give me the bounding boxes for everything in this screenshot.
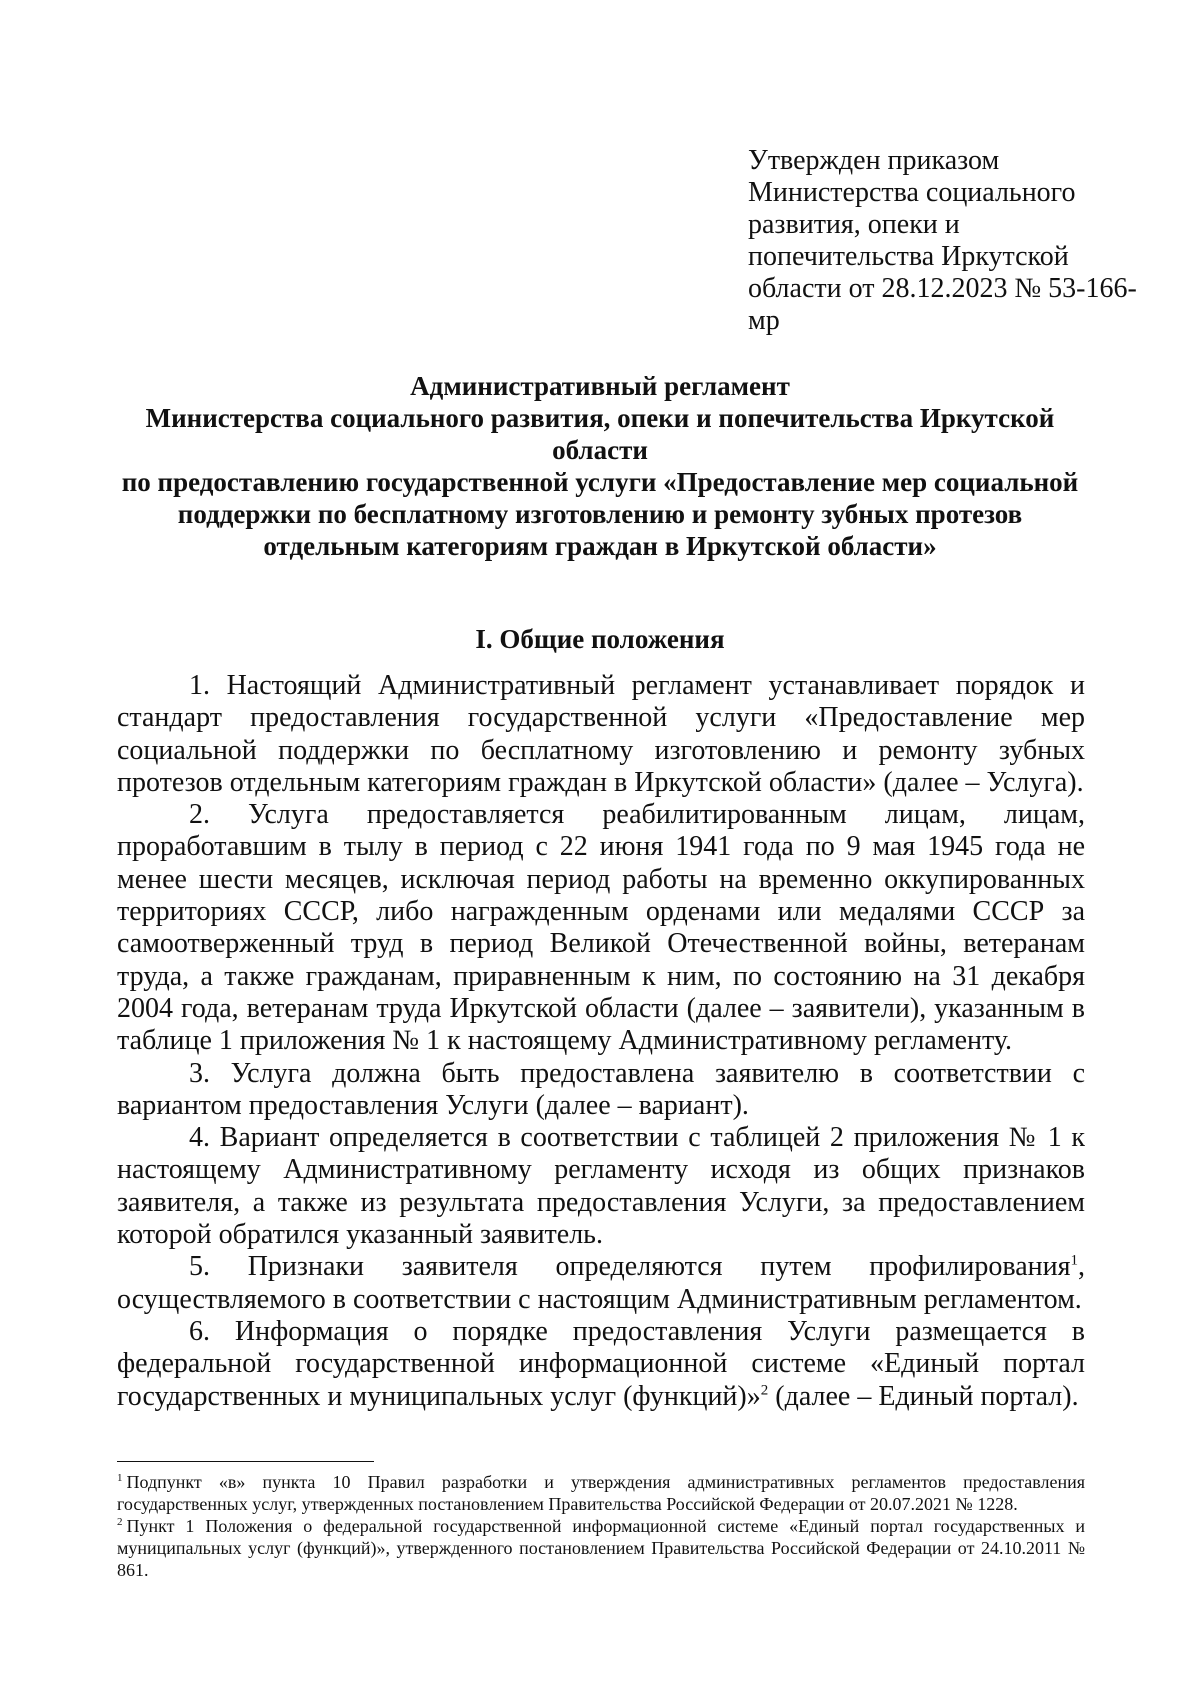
footnote-mark: 2	[117, 1516, 123, 1528]
footnote-1	[117, 1471, 1085, 1515]
paragraph-5-text: 5. Признаки заявителя определяются путем профилирования	[189, 1251, 1071, 1283]
title-line: Министерства социального развития, опеки и попечительства Иркутской	[145, 403, 1055, 433]
approval-line: Министерства социального	[748, 177, 1076, 208]
title-line: Административный регламент	[410, 371, 790, 401]
footnote-separator	[117, 1461, 374, 1462]
paragraph-3: 3. Услуга должна быть предоставлена заявителю в соответствии с вариантом предоставления Услуги (далее – вариант).	[117, 1057, 1085, 1121]
footnote-text: Подпункт «в» пункта 10 Правил разработки и утверждения административных регламентов предоставления государственных услуг, утвержденных постановлением Правительства Российской Федерации от 20.07.2021 № 1228.	[117, 1472, 1085, 1514]
approval-line: попечительства Иркутской	[748, 241, 1069, 272]
title-line: области	[552, 435, 648, 465]
footnotes	[117, 1471, 1085, 1581]
paragraph-6	[117, 1316, 1085, 1413]
paragraph-4: 4. Вариант определяется в соответствии с таблицей 2 приложения № 1 к настоящему Административному регламенту исходя из общих признаков заявителя, а также из результата предоставления Услуги, за предоставлением которой обратился указанный заявитель.	[117, 1122, 1085, 1251]
footnote-text: Пункт 1 Положения о федеральной государственной информационной системе «Единый портал государственных и муниципальных услуг (функций)», утвержденного постановлением Правительства Российской Федерации от 24.10.2011 № 861.	[117, 1516, 1085, 1580]
footnote-2	[117, 1515, 1085, 1581]
approval-line: Утвержден приказом	[748, 145, 1000, 176]
title-line: отдельным категориям граждан в Иркутской области»	[263, 531, 937, 561]
footnote-mark: 1	[117, 1472, 123, 1484]
document-title	[115, 370, 1085, 562]
approval-line: развития, опеки и	[748, 209, 960, 240]
title-line: поддержки по бесплатному изготовлению и ремонту зубных протезов	[177, 499, 1023, 529]
paragraph-6-text: 6. Информация о порядке предоставления Услуги размещается в федеральной государственной информационной системе «Единый портал государственных и муниципальных услуг (функций)»	[117, 1315, 1085, 1412]
section-heading: I. Общие положения	[475, 624, 725, 654]
paragraph-5	[117, 1251, 1085, 1316]
document-body	[117, 670, 1085, 1413]
approval-line: мр	[748, 305, 780, 336]
footnote-reference-1[interactable]: 1	[1070, 1253, 1078, 1270]
paragraph-5-text-cont: , осуществляемого в соответствии с настоящим Административным регламентом.	[117, 1251, 1085, 1315]
footnote-reference-2[interactable]: 2	[760, 1382, 769, 1399]
paragraph-1: 1. Настоящий Административный регламент устанавливает порядок и стандарт предоставления государственной услуги «Предоставление мер социальной поддержки по бесплатному изготовлению и ремонту зубных протезов отдельным категориям граждан в Иркутской области» (далее – Услуга).	[117, 670, 1085, 798]
title-line: по предоставлению государственной услуги «Предоставление мер социальной	[121, 467, 1079, 497]
paragraph-2: 2. Услуга предоставляется реабилитированным лицам, лицам, проработавшим в тылу в период с 22 июня 1941 года по 9 мая 1945 года не менее шести месяцев, исключая период работы на временно оккупированных территориях СССР, либо награжденным орденами или медалями СССР за самоотверженный труд в период Великой Отечественной войны, ветеранам труда, а также гражданам, приравненным к ним, по состоянию на 31 декабря 2004 года, ветеранам труда Иркутской области (далее – заявители), указанным в таблице 1 приложения № 1 к настоящему Административному регламенту.	[117, 799, 1085, 1057]
paragraph-6-text-cont: (далее – Единый портал).	[768, 1380, 1079, 1412]
approval-line: области от 28.12.2023 № 53-166-	[748, 273, 1137, 304]
approval-stamp-block	[748, 145, 1148, 337]
